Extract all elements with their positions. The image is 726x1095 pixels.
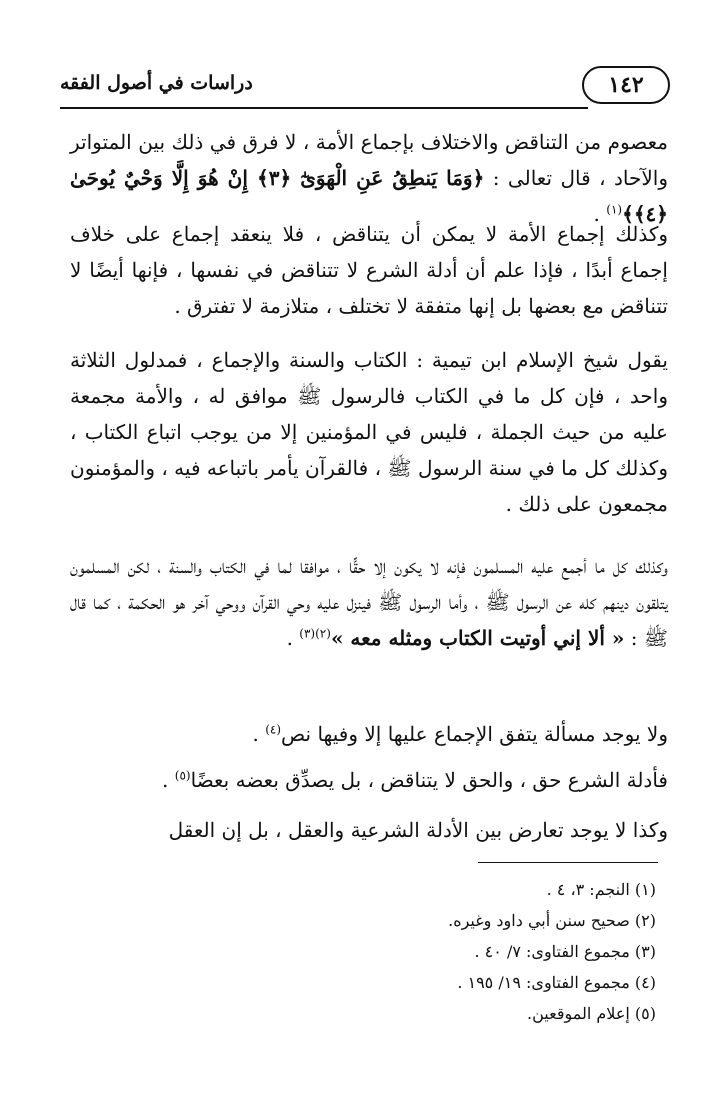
- footnote-ref-2-3: (٢)(٣): [299, 626, 331, 641]
- paragraph-2: وكذلك إجماع الأمة لا يمكن أن يتناقض ، فلا ينعقد إجماع على خلاف إجماع أبدًا ، فإذا علم أن أدلة الشرع لا تتناقض في نفسها ، فإنها أيضًا لا تتناقض مع بعضها بل إنها متفقة لا تختلف ، متلازمة لا تفترق .: [70, 222, 668, 318]
- paragraph-5-text: ولا يوجد مسألة يتفق الإجماع عليها إلا وفيها نص: [281, 722, 668, 746]
- paragraph-group-3: [70, 342, 668, 522]
- footnote-2: (٢) صحيح سنن أبي داود وغيره.: [448, 911, 656, 930]
- paragraph-4-end: .: [286, 626, 300, 650]
- paragraph-5-end: .: [252, 722, 266, 746]
- footnote-1: (١) النجم: ٣، ٤ .: [546, 880, 656, 899]
- page-number: ١٤٢: [582, 66, 670, 104]
- paragraph-7: وكذا لا يوجد تعارض بين الأدلة الشرعية والعقل ، بل إن العقل: [168, 818, 668, 842]
- footnote-ref-5: (٥): [174, 768, 191, 783]
- paragraph-group-5: [70, 716, 668, 752]
- footnote-ref-4: (٤): [265, 722, 282, 737]
- quran-verse: ﴿وَمَا يَنطِقُ عَنِ الْهَوَىٰٓ ﴿٣﴾ إِنْ هُوَ إِلَّا وَحْيٌ يُوحَىٰ ﴿٤﴾﴾: [70, 166, 668, 226]
- footnotes: [96, 874, 656, 1029]
- paragraph-6: [70, 762, 668, 798]
- paragraph-group-2: [70, 216, 668, 324]
- paragraph-group-4: [70, 548, 668, 656]
- footnote-separator: [478, 862, 658, 863]
- footnote-ref-1: (١): [606, 202, 623, 217]
- paragraph-6-text: فأدلة الشرع حق ، والحق لا يتناقض ، بل يصدِّق بعضه بعضًا: [190, 768, 668, 792]
- footnote-4: (٤) مجموع الفتاوى: ١٩/ ١٩٥ .: [457, 973, 656, 992]
- paragraph-group-6: [70, 762, 668, 798]
- paragraph-4-text: وكذلك كل ما أجمع عليه المسلمون فإنه لا يكون إلا حقًّا ، موافقا لما في الكتاب والسنة ، لكن المسلمون يتلقون دينهم كله عن الرسول ﷺ ، وأما الرسول ﷺ فينزل عليه وحي القرآن ووحي آخر هو الحكمة ، كما قال ﷺ :: [70, 554, 668, 650]
- footnote-3: (٣) مجموع الفتاوى: ٧/ ٤٠ .: [474, 942, 656, 961]
- header-rule: [60, 107, 588, 109]
- paragraph-1-end: .: [593, 202, 607, 226]
- paragraph-5: [70, 716, 668, 752]
- paragraph-6-end: .: [162, 768, 175, 792]
- page-header: [60, 66, 670, 110]
- hadith-quote: « ألا إني أوتيت الكتاب ومثله معه »: [330, 626, 625, 650]
- footnote-5: (٥) إعلام الموقعين.: [527, 1004, 656, 1023]
- paragraph-group-7: [70, 812, 668, 848]
- paragraph-3: يقول شيخ الإسلام ابن تيمية : الكتاب والسنة والإجماع ، فمدلول الثلاثة واحد ، فإن كل ما في الكتاب فالرسول ﷺ موافق له ، والأمة مجمعة عليه من حيث الجملة ، فليس في المؤمنين إلا من يوجب اتباع الكتاب ، وكذلك كل ما في سنة الرسول ﷺ ، فالقرآن يأمر باتباعه فيه ، والمؤمنون مجمعون على ذلك .: [70, 348, 668, 516]
- paragraph-1-text: معصوم من التناقض والاختلاف بإجماع الأمة ، لا فرق في ذلك بين المتواتر والآحاد ، قال تعالى :: [70, 130, 668, 190]
- book-title: دراسات في أصول الفقه: [60, 72, 253, 94]
- paragraph-4: [70, 548, 668, 656]
